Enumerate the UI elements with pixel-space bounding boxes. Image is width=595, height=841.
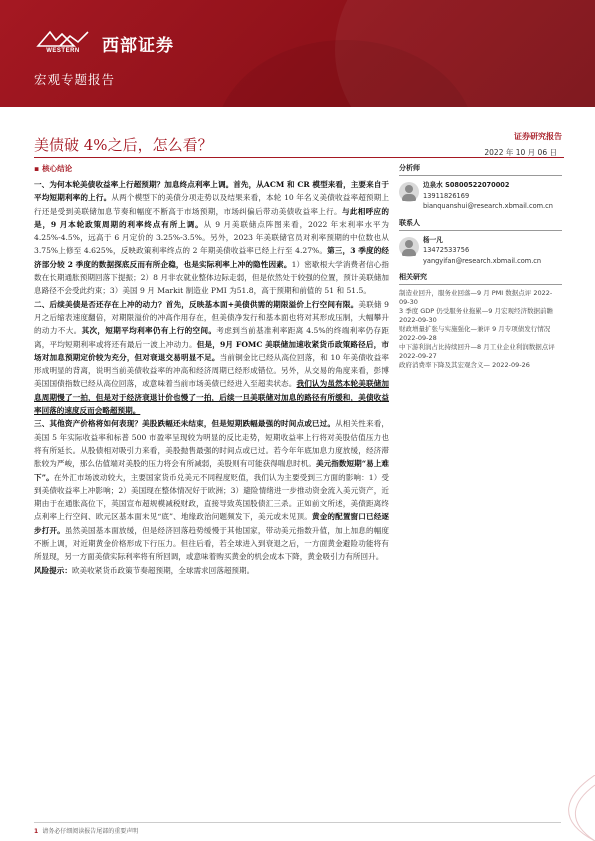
analyst-heading: 分析师 — [399, 163, 562, 176]
contact-card — [399, 235, 562, 267]
paragraph-1: 一、为何本轮美债收益率上行超预期？加息终点利率上调。首先，从ACM 和 CR 模型来看，主要来自于平均短期利率的上行。从两个模型下的美债分项走势以及结果来看，本轮 10 年名义美债收益率超预期上行还是受到美联储加息节奏和幅度不断高于市场预期，市场纠偏后带动美债收益率上行。与此相呼应的是，9 月本轮政策周期的利率终点有所上调。从 9 月美联储点阵图来看，2022 年末利率水平为 4.25%-4.5%，远高于 6 月定价的 3.25%-3.5%。另外，2023 年美联储官员对利率预期的中位数也从3.75%上修至 4.625%，反映政策利率终点的 2 年期美债收益率已经上行至 4.27%。第三，3 季度的经济部分较 2 季度的数据探底反而有所企稳，也是实际利率上冲的隐性因素。1）密歇根大学消费者信心指数在长期通胀预期回落下提振；2）8 月非农就业整体边际走弱，但是依然处于较强的位置，预计美联储加息路径不会受此约束；3）美国 9 月 Markit 制造业 PMI 为51.8，高于预期和前值的 51 和 51.5。 — [34, 180, 390, 296]
report-date: 2022 年 10 月 06 日 — [484, 148, 557, 157]
related-list — [399, 289, 562, 370]
related-item[interactable]: 财政增量扩张与实施强化—兼评 9 月专项债发行情况 2022-09-28 — [399, 325, 551, 342]
related-item[interactable]: 中下游利润占比持续回升—8 月工业企业利润数据点评 2022-09-27 — [399, 343, 555, 360]
paragraph-2: 二、后续美债是否还存在上冲的动力？首先，反映基本面+美债供需的期限溢价上行空间有限。美联储 9 月之后缩表速度翻倍，对期限溢价的冲高作用存在，但美债净发行和基本面也将对其形成压制，大幅攀升的动力不大。其次，短期平均利率仍有上行的空间。考虑到当前基准利率距离 4.5%的终端利率仍存距离，平均短期利率或将还有最后一波上冲动力。但是，9月 FOMC 美联储加速收紧货币政策路径后，市场对加息预期定价较为充分，但对衰退交易明显不足。当前铜金比已经从高位回落，和 10 年美债收益率形成明显的背离，说明当前美债收益率的冲高和经济周期已经形成错位。另外，从交易的角度来看，彭博美国国债指数已经从高位回落，或意味着当前市场美债已经进入至超卖状态。我们认为虽然本轮美联储加息周期慢了一拍，但是对于经济衰退计价也慢了一拍，后续一旦美联储对加息的路径有所缓和，美债收益率回落的速度反而会略超预期。 — [34, 299, 390, 416]
header-band — [0, 0, 595, 107]
logo-mark-icon — [34, 30, 92, 56]
bullet-icon: ▪ — [34, 164, 40, 173]
logo-chinese: 西部证券 — [102, 35, 174, 56]
avatar-icon — [399, 237, 419, 257]
main-body — [34, 178, 389, 577]
page-number: 1 — [34, 828, 39, 835]
contact-name: 杨一凡 — [423, 235, 443, 244]
title-divider — [34, 157, 564, 158]
contact-heading: 联系人 — [399, 218, 562, 231]
sidebar — [399, 163, 562, 370]
related-item[interactable]: 制造业回升，服务业回落—9 月 PMI 数据点评 2022-09-30 — [399, 289, 553, 306]
footer-disclaimer: 请务必仔细阅读报告尾部的重要声明 — [42, 828, 139, 835]
contact-email[interactable]: yangyifan@research.xbmail.com.cn — [423, 256, 542, 265]
section-heading: ▪ 核心结论 — [34, 164, 73, 173]
analyst-phone: 13911826169 — [423, 191, 470, 200]
analyst-email[interactable]: bianquanshui@research.xbmail.com.cn — [423, 202, 553, 210]
contact-phone: 13472533756 — [423, 246, 470, 254]
risk-paragraph: 风险提示：欧美收紧货币政策节奏超预期，全球需求回落超预期。 — [34, 565, 255, 575]
footer — [34, 826, 138, 835]
report-title: 美债破 4%之后，怎么看？ — [34, 136, 213, 154]
related-item[interactable]: 3 季度 GDP 仍受服务业拖累—9 月宏观经济数据前瞻 2022-09-30 — [399, 307, 553, 324]
related-heading: 相关研究 — [399, 272, 562, 285]
company-logo — [34, 30, 174, 56]
paragraph-3: 三、其他资产价格将如何表现？美股跌幅还未结束，但是短期跌幅最强的时间点或已过。从相关性来看，美国 5 年实际收益率和标普 500 市盈率呈现较为明显的反比走势，短期收益率上行将对美股估值压力也将有所延长。从股债相对吸引力来看，美股抛售最强的时间点或已过。若今年年底加息力度放缓，经济滞胀较为严峻，那么估值端对美股的压力将会有所减弱，美股则有可能获得喘息时机。美元指数短期“易上难下”。在外汇市场波动较大，主要国家货币兑美元不同程度贬值，我们认为主要受到三方面的影响：1）受到美债收益率上冲影响；2）美国现在整体情况好于欧洲；3）避险情绪进一步推动资金流入美元资产，近期由于在通胀高位下，英国宣布超规模减税财政，直接导致英国股债汇三杀。正如前文所述，美债距离终点利率上行空间、欧元区基本面未见“底”、地缘政治问题频发下，美元或未见顶。黄金的配置窗口已经逐步打开。虽然美国基本面放缓，但是经济回落趋势缓慢于其他国家，带动美元指数升值，加上加息的幅度不断上调，对近期黄金价格形成下行压力。但往后看，若全球进入到衰退之后，一方面黄金避险功能将有所显现，另一方面美债实际利率将有所回调，或意味着购买黄金的机会成本下降，黄金吸引力有所回升。 — [34, 419, 390, 562]
related-item[interactable]: 政府消费率下降及其宏观含义— 2022-09-26 — [399, 361, 530, 369]
report-label: 证券研究报告 — [514, 132, 562, 141]
footer-divider — [34, 822, 561, 823]
report-type: 宏观专题报告 — [34, 72, 116, 87]
logo-english: WESTERN — [46, 48, 80, 54]
analyst-name: 边泉水 S0800522070002 — [423, 181, 510, 189]
corner-decoration — [535, 775, 595, 841]
avatar-icon — [399, 182, 419, 202]
analyst-card — [399, 180, 562, 212]
